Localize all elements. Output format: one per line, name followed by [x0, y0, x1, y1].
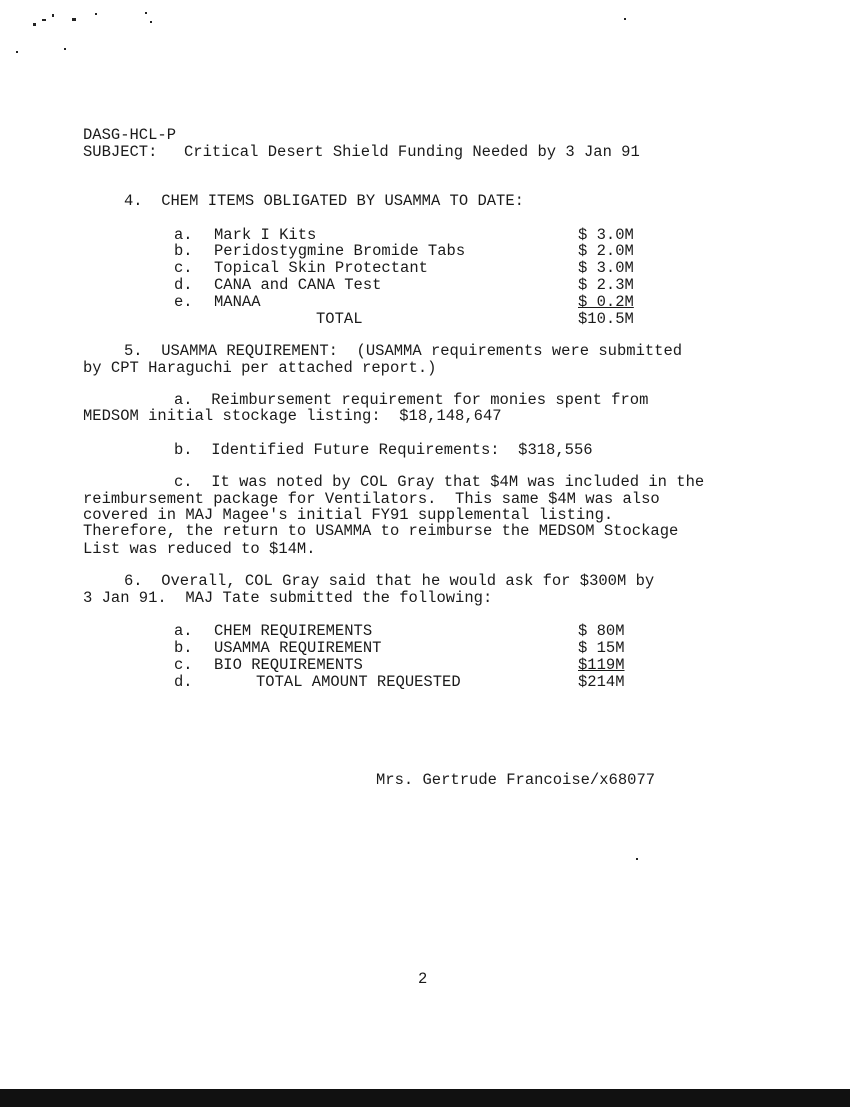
list-item-name: BIO REQUIREMENTS — [214, 656, 363, 674]
list-item-name: Topical Skin Protectant — [214, 259, 428, 277]
list-item-name: Mark I Kits — [214, 226, 317, 244]
list-item-amount: $ 80M — [578, 622, 625, 640]
list-item-name: CHEM REQUIREMENTS — [214, 622, 373, 640]
scan-speck — [72, 18, 76, 21]
section5c-line: covered in MAJ Magee's initial FY91 supplemental listing. — [83, 506, 614, 524]
list-item-letter: a. — [174, 226, 193, 244]
list-item-letter: d. — [174, 673, 193, 691]
scan-speck — [52, 14, 54, 17]
list-item-amount: $ 15M — [578, 639, 625, 657]
scan-speck — [145, 12, 147, 14]
scan-speck — [636, 858, 638, 860]
section4-heading: 4. CHEM ITEMS OBLIGATED BY USAMMA TO DATE: — [124, 192, 524, 210]
section5c-line: reimbursement package for Ventilators. This same $4M was also — [83, 490, 660, 508]
list-item-name: USAMMA REQUIREMENT — [214, 639, 382, 657]
section5c-line: List was reduced to $14M. — [83, 540, 316, 558]
scan-speck — [64, 48, 66, 50]
list-item-name: Peridostygmine Bromide Tabs — [214, 242, 466, 260]
section4-total-amount: $10.5M — [578, 310, 634, 328]
list-item-letter: c. — [174, 259, 193, 277]
list-item-letter: c. — [174, 656, 193, 674]
scan-speck — [95, 13, 97, 15]
list-item-amount: $ 3.0M — [578, 226, 634, 244]
list-item-amount: $119M — [578, 656, 625, 674]
section5c-line: Therefore, the return to USAMMA to reimburse the MEDSOM Stockage — [83, 522, 679, 540]
scan-speck — [42, 19, 46, 21]
section6-total-amount: $214M — [578, 673, 625, 691]
scan-speck — [33, 23, 36, 26]
list-item-letter: a. — [174, 622, 193, 640]
list-item-amount: $ 2.3M — [578, 276, 634, 294]
subject-label: SUBJECT: — [83, 143, 158, 161]
list-item-letter: b. — [174, 639, 193, 657]
section5b-line: b. Identified Future Requirements: $318,556 — [174, 441, 593, 459]
scan-speck — [150, 21, 152, 23]
section5a-line: MEDSOM initial stockage listing: $18,148,647 — [83, 407, 502, 425]
list-item-name: CANA and CANA Test — [214, 276, 382, 294]
page-number: 2 — [418, 970, 428, 988]
subject-text: Critical Desert Shield Funding Needed by 3 Jan 91 — [184, 143, 640, 161]
section5-line: 5. USAMMA REQUIREMENT: (USAMMA requirements were submitted — [124, 342, 683, 360]
list-item-letter: e. — [174, 293, 193, 311]
list-item-amount: $ 2.0M — [578, 242, 634, 260]
section6-total-label: TOTAL AMOUNT REQUESTED — [256, 673, 461, 691]
list-item-letter: d. — [174, 276, 193, 294]
scan-border — [0, 1089, 850, 1107]
section6-line: 6. Overall, COL Gray said that he would ask for $300M by — [124, 572, 655, 590]
contact-line: Mrs. Gertrude Francoise/x68077 — [376, 771, 656, 789]
section4-total-label: TOTAL — [316, 310, 363, 328]
section5-line: by CPT Haraguchi per attached report.) — [83, 359, 437, 377]
scan-speck — [624, 18, 626, 20]
scan-speck — [16, 51, 18, 53]
office-symbol: DASG-HCL-P — [83, 126, 177, 144]
list-item-amount: $ 0.2M — [578, 293, 634, 311]
list-item-amount: $ 3.0M — [578, 259, 634, 277]
section6-line: 3 Jan 91. MAJ Tate submitted the following: — [83, 589, 493, 607]
list-item-name: MANAA — [214, 293, 261, 311]
list-item-letter: b. — [174, 242, 193, 260]
section5a-line: a. Reimbursement requirement for monies spent from — [174, 391, 649, 409]
section5c-line: c. It was noted by COL Gray that $4M was included in the — [174, 473, 705, 491]
